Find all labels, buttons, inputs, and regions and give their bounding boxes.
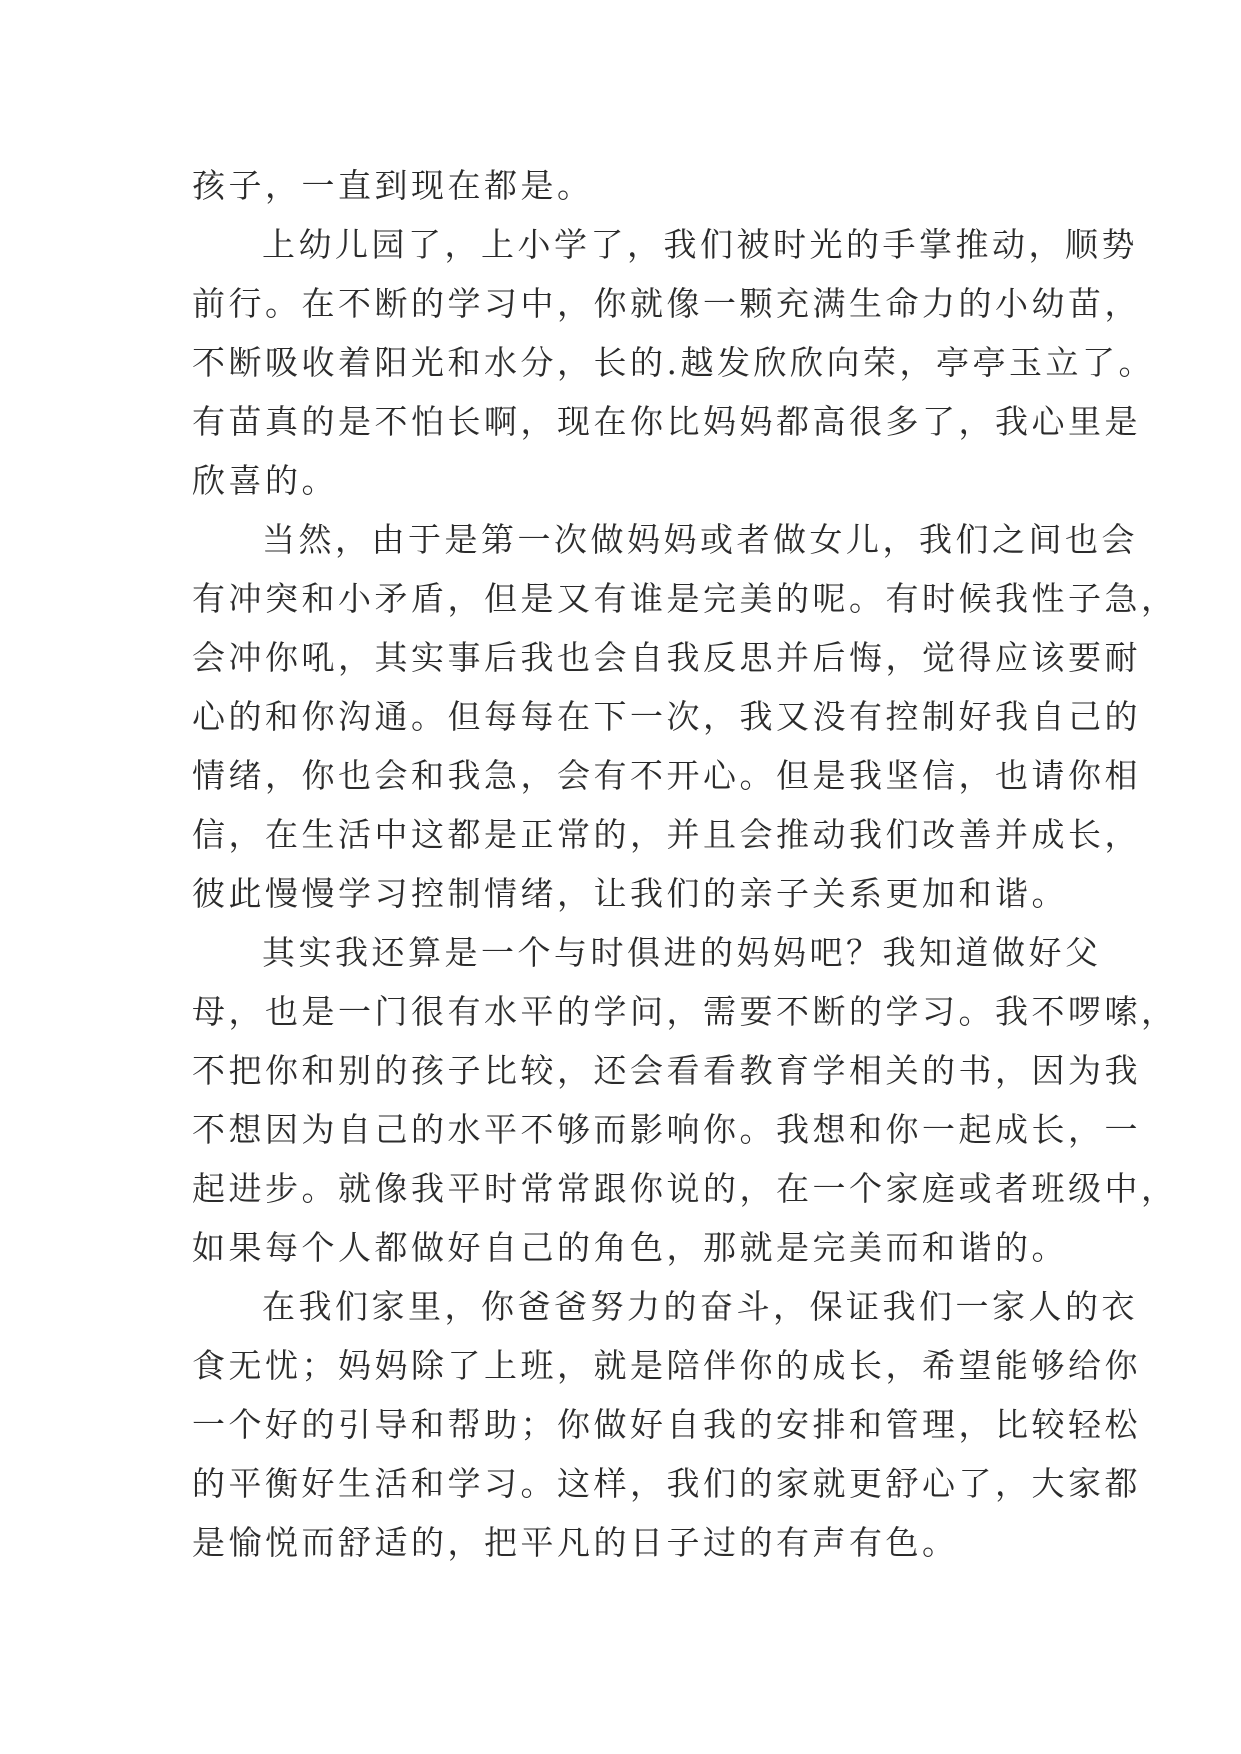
text-line: 是愉悦而舒适的，把平凡的日子过的有声有色。 <box>192 1523 959 1562</box>
text-line: 当然，由于是第一次做妈妈或者做女儿，我们之间也会 <box>262 520 1138 559</box>
text-line: 孩子，一直到现在都是。 <box>192 166 594 205</box>
text-line: 会冲你吼，其实事后我也会自我反思并后悔，觉得应该要耐 <box>192 638 1141 677</box>
text-line: 不想因为自己的水平不够而影响你。我想和你一起成长，一 <box>192 1110 1141 1149</box>
text-line: 不断吸收着阳光和水分，长的.越发欣欣向荣，亭亭玉立了。 <box>192 343 1155 382</box>
paragraph-4 <box>192 923 1178 1277</box>
paragraph-3 <box>192 510 1178 923</box>
text-line: 在我们家里，你爸爸努力的奋斗，保证我们一家人的衣 <box>262 1287 1138 1326</box>
text-line: 的平衡好生活和学习。这样，我们的家就更舒心了，大家都 <box>192 1464 1141 1503</box>
text-line: 起进步。就像我平时常常跟你说的，在一个家庭或者班级中， <box>192 1169 1178 1208</box>
text-line: 情绪，你也会和我急，会有不开心。但是我坚信，也请你相 <box>192 756 1141 795</box>
paragraph-2 <box>192 215 1155 510</box>
document-body <box>192 156 1178 1572</box>
paragraph-5 <box>192 1277 1141 1572</box>
text-line: 不把你和别的孩子比较，还会看看教育学相关的书，因为我 <box>192 1051 1141 1090</box>
text-line: 其实我还算是一个与时俱进的妈妈吧？我知道做好父 <box>262 933 1102 972</box>
text-line: 有苗真的是不怕长啊，现在你比妈妈都高很多了，我心里是 <box>192 402 1141 441</box>
text-line: 上幼儿园了，上小学了，我们被时光的手掌推动，顺势 <box>262 225 1138 264</box>
text-line: 信，在生活中这都是正常的，并且会推动我们改善并成长， <box>192 815 1141 854</box>
text-line: 彼此慢慢学习控制情绪，让我们的亲子关系更加和谐。 <box>192 874 1068 913</box>
text-line: 食无忧；妈妈除了上班，就是陪伴你的成长，希望能够给你 <box>192 1346 1141 1385</box>
text-line: 欣喜的。 <box>192 461 338 500</box>
text-line: 心的和你沟通。但每每在下一次，我又没有控制好我自己的 <box>192 697 1141 736</box>
text-line: 前行。在不断的学习中，你就像一颗充满生命力的小幼苗， <box>192 284 1141 323</box>
text-line: 一个好的引导和帮助；你做好自我的安排和管理，比较轻松 <box>192 1405 1141 1444</box>
paragraph-1 <box>192 156 1052 215</box>
text-line: 如果每个人都做好自己的角色，那就是完美而和谐的。 <box>192 1228 1068 1267</box>
text-line: 母，也是一门很有水平的学问，需要不断的学习。我不啰嗦， <box>192 992 1178 1031</box>
text-line: 有冲突和小矛盾，但是又有谁是完美的呢。有时候我性子急， <box>192 579 1178 618</box>
